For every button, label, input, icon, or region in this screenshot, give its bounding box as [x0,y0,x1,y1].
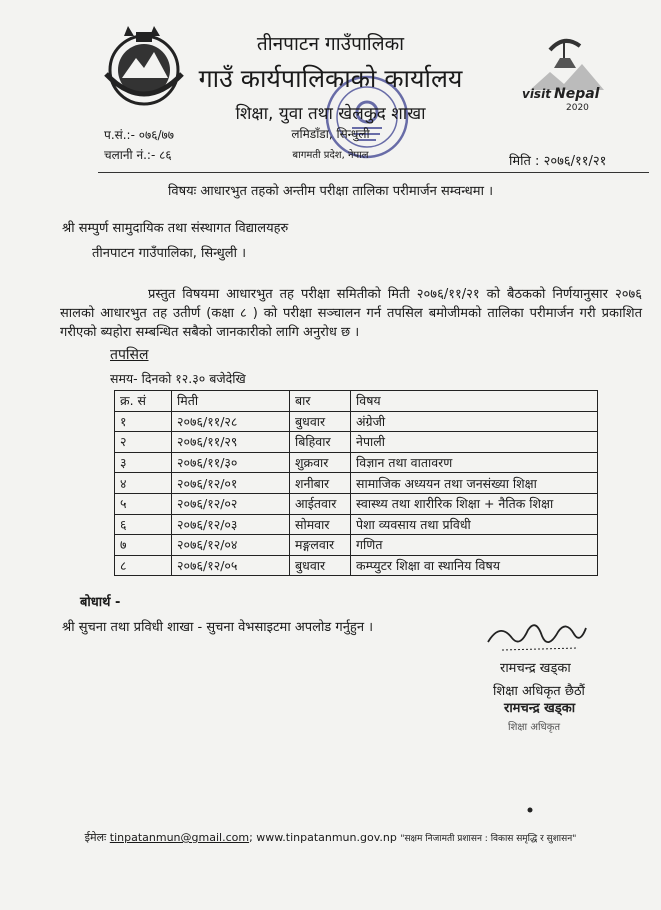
cell-sn: ५ [115,493,172,514]
chalani-number: चलानी नं.:- ८६ [104,148,172,162]
letter-footer [0,830,661,845]
svg-text:रामचन्द्र खड्का: रामचन्द्र खड्का [504,701,576,716]
cell-day: बुधवार [290,555,351,576]
col-header-day: बार [290,391,351,412]
letter-body: प्रस्तुत विषयमा आधारभुत तह परीक्षा समितीको मिती २०७६/११/२१ को बैठकको निर्णयानुसार २०७६ सालको आधारभुत तह उतीर्ण (कक्षा ८ ) को परीक्षा सञ्चालन गर्न तपसिल बमोजीमको तालिका परीमार्जन गरी प्रकाशित गरीएको ब्यहोरा सम्बन्धित सबैको जानकारीको लागि अनुरोध छ । [60,287,642,340]
cell-sn: ७ [115,535,172,556]
signature-icon [482,612,592,660]
branch-name: शिक्षा, युवा तथा खेलकुद शाखा [235,104,426,124]
name-stamp-icon [500,696,606,736]
svg-text:शिक्षा अधिकृत: शिक्षा अधिकृत [508,722,561,733]
cell-subject: सामाजिक अध्ययन तथा जनसंख्या शिक्षा [351,473,598,494]
table-row [115,555,598,576]
cell-date: २०७६/१२/०५ [172,555,290,576]
recipient-line-1: श्री सम्पुर्ण सामुदायिक तथा संस्थागत विद्यालयहरु [62,221,289,236]
exam-time: समय- दिनको १२.३० बजेदेखि [110,371,246,386]
cell-date: २०७६/१२/०४ [172,535,290,556]
email-label: ईमेलः [84,831,107,844]
cell-date: २०७६/११/२८ [172,411,290,432]
cell-day: मङ्गलवार [290,535,351,556]
cell-sn: १ [115,411,172,432]
signatory-name: रामचन्द्र खड्का [500,661,571,676]
cell-subject: नेपाली [351,432,598,453]
recipient-line-2: तीनपाटन गाउँपालिका, सिन्धुली । [92,246,246,261]
cell-day: बिहिवार [290,432,351,453]
table-row [115,473,598,494]
cell-subject: पेशा व्यवसाय तथा प्रविधी [351,514,598,535]
website-link[interactable]: ; www.tinpatanmun.gov.np [249,831,397,844]
bodharth-label: बोधार्थ - [80,595,121,610]
bodharth-recipient: श्री सुचना तथा प्रविधी शाखा - सुचना वेभसाइटमा अपलोड गर्नुहुन । [62,620,374,635]
reference-number: प.सं.:- ०७६/७७ [104,128,174,142]
office-name: गाउँ कार्यपालिकाको कार्यालय [198,64,463,93]
exam-schedule-table [114,390,598,576]
cell-date: २०७६/१२/०२ [172,493,290,514]
col-header-subject: विषय [351,391,598,412]
email-link[interactable]: tinpatanmun@gmail.com [109,831,250,844]
col-header-date: मिती [172,391,290,412]
svg-text:2020: 2020 [566,103,589,113]
cell-sn: ८ [115,555,172,576]
cell-sn: २ [115,432,172,453]
cell-subject: अंग्रेजी [351,411,598,432]
table-row [115,452,598,473]
letter-date: मिति : २०७६/११/२१ [509,154,607,169]
cell-date: २०७६/१२/०३ [172,514,290,535]
cell-subject: स्वास्थ्य तथा शारीरिक शिक्षा + नैतिक शिक्षा [351,493,598,514]
footer-motto: "सक्षम निजामती प्रशासन : विकास समृद्धि र सुशासन" [400,834,577,844]
cell-day: बुधवार [290,411,351,432]
svg-text:visit: visit [522,87,551,101]
cell-sn: ६ [115,514,172,535]
tapsil-heading: तपसिल [110,347,149,363]
col-header-sn: क्र. सं [115,391,172,412]
cell-subject: विज्ञान तथा वातावरण [351,452,598,473]
cell-day: आईतवार [290,493,351,514]
header-divider [98,172,649,173]
cell-day: शुक्रवार [290,452,351,473]
cell-subject: कम्प्युटर शिक्षा वा स्थानिय विषय [351,555,598,576]
signatory-title: शिक्षा अधिकृत छैठौं [493,684,585,699]
svg-text:Nepal: Nepal [554,86,600,102]
cell-subject: गणित [351,535,598,556]
office-place: लमिडाँडा, सिन्धुली [291,127,370,141]
table-row [115,432,598,453]
cell-day: शनीबार [290,473,351,494]
cell-date: २०७६/११/२९ [172,432,290,453]
cell-day: सोमवार [290,514,351,535]
table-row [115,535,598,556]
cell-date: २०७६/११/३० [172,452,290,473]
table-row [115,493,598,514]
cell-sn: ४ [115,473,172,494]
cell-date: २०७६/१२/०१ [172,473,290,494]
ink-dot-icon [526,806,534,814]
letter-subject: विषयः आधारभुत तहको अन्तीम परीक्षा तालिका परीमार्जन सम्वन्धमा । [167,184,494,199]
table-row [115,514,598,535]
table-row [115,411,598,432]
municipality-name: तीनपाटन गाउँपालिका [256,33,405,55]
table-header-row [115,391,598,412]
province-name: बागमती प्रदेश, नेपाल [292,150,369,161]
cell-sn: ३ [115,452,172,473]
